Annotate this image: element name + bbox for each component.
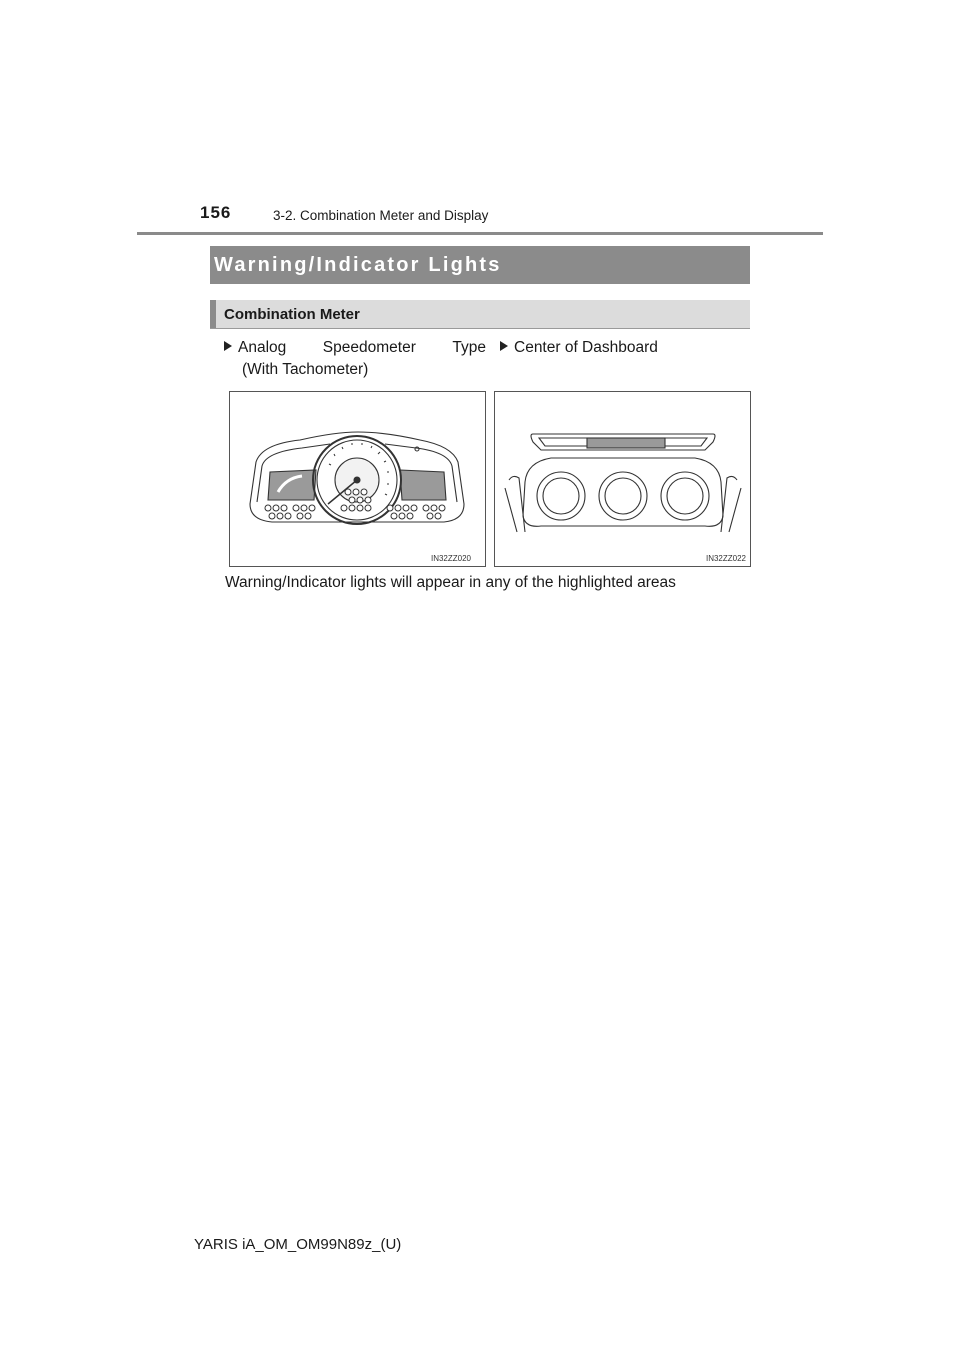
figure-code: IN32ZZ020	[430, 554, 471, 563]
meter-cluster-illustration	[230, 392, 485, 566]
item-word: Type	[452, 339, 486, 356]
item-word: Analog	[238, 339, 287, 356]
section-subtitle: Combination Meter	[210, 300, 750, 329]
list-item-analog	[224, 337, 486, 358]
figure-code: IN32ZZ022	[705, 554, 746, 563]
list-item-center	[500, 337, 658, 358]
triangle-bullet-icon	[224, 341, 232, 351]
dashboard-center-figure	[494, 391, 751, 567]
item-label: Center of Dashboard	[514, 339, 658, 356]
footer-doc-id: YARIS iA_OM_OM99N89z_(U)	[194, 1236, 402, 1253]
item-subline: (With Tachometer)	[242, 361, 369, 378]
chapter-heading: 3-2. Combination Meter and Display	[273, 208, 489, 223]
meter-cluster-figure	[229, 391, 486, 567]
section-title: Warning/Indicator Lights	[210, 246, 750, 284]
figure-caption: Warning/Indicator lights will appear in any of the highlighted areas	[225, 574, 676, 591]
dashboard-center-illustration	[495, 392, 750, 566]
triangle-bullet-icon	[500, 341, 508, 351]
item-word: Speedometer	[322, 339, 416, 356]
header-rule	[137, 232, 823, 235]
page-number: 156	[200, 203, 232, 222]
